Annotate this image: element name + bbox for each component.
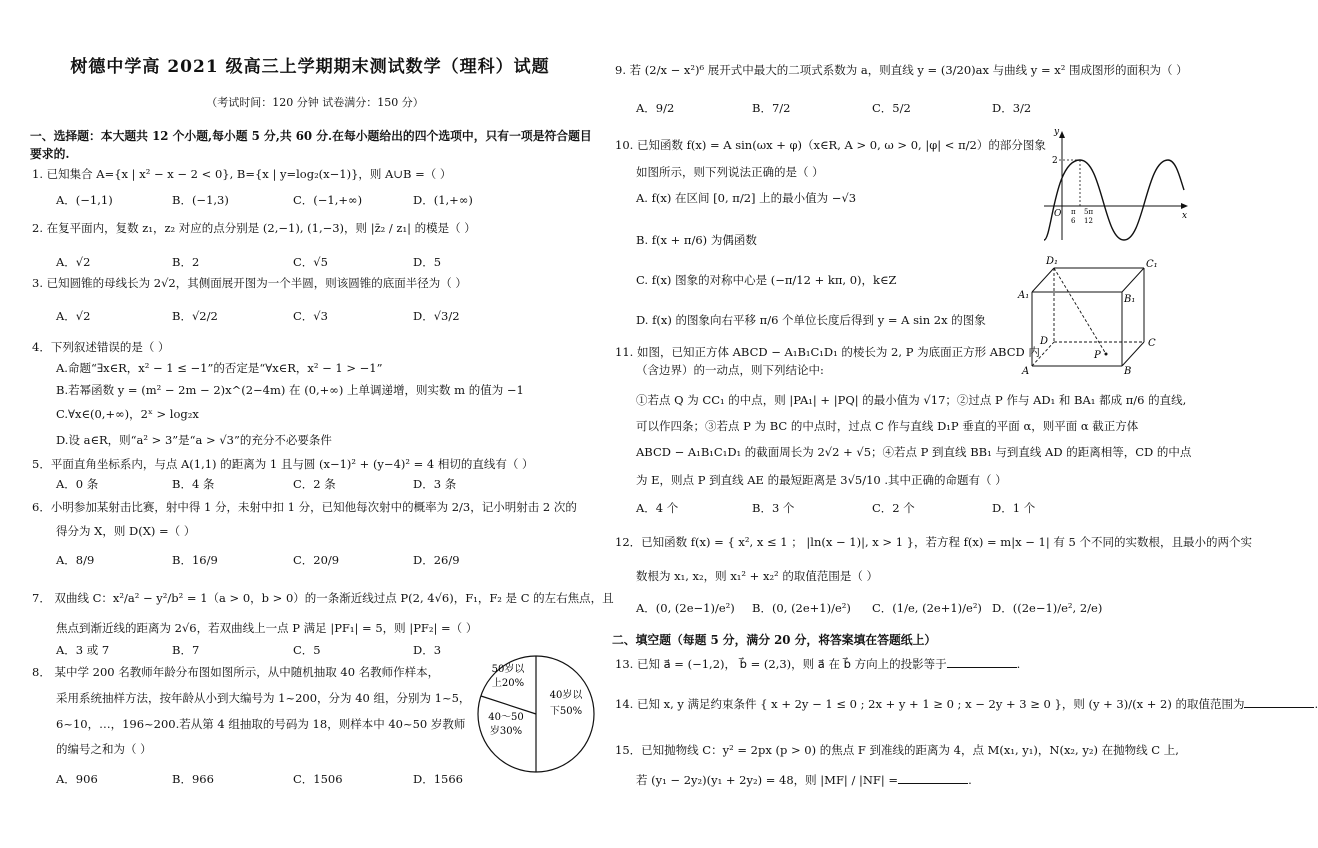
cube-label-p: P <box>1094 350 1101 361</box>
q12-option-d: D．((2e−1)/e², 2/e) <box>992 601 1103 615</box>
q5-option-a: A．0 条 <box>56 477 99 491</box>
q2-stem: 2. 在复平面内，复数 z₁，z₂ 对应的点分别是 (2,−1), (1,−3)，则 |z̄₂ / z₁| 的模是（ ） <box>32 221 476 235</box>
section1-heading: 一、选择题：本大题共 12 个小题,每小题 5 分,共 60 分.在每小题给出的四个选项中，只有一项是符合题目 <box>30 129 592 143</box>
q9-option-c: C．5/2 <box>872 101 911 115</box>
q13-answer-blank <box>947 657 1017 668</box>
age-pie-chart <box>474 652 598 776</box>
q12-stem: 12．已知函数 f(x) = { x², x ≤ 1 ； |ln(x − 1)|, x > 1 }，若方程 f(x) = m|x − 1| 有 5 个不同的实数根，且最小的两个实 <box>615 535 1252 549</box>
q6-stem-cont: 得分为 X，则 D(X) =（ ） <box>56 524 196 538</box>
q11-stem-l6: 为 E，则点 P 到直线 AE 的最短距离是 3√5/10 .其中正确的命题有（ ） <box>636 473 1007 487</box>
q8-stem-l4: 的编号之和为（ ） <box>56 742 152 756</box>
q9-option-a: A．9/2 <box>636 101 675 115</box>
q10-option-b: B. f(x + π/6) 为偶函数 <box>636 233 757 247</box>
cube-label-d: D <box>1040 336 1049 347</box>
q4-option-b: B.若幂函数 y = (m² − 2m − 2)x^(2−4m) 在 (0,+∞) 上单调递增，则实数 m 的值为 −1 <box>56 383 524 397</box>
page-title: 树德中学高 2021 级高三上学期期末测试数学（理科）试题 <box>70 57 550 77</box>
sine-graph <box>1040 128 1190 248</box>
q5-stem: 5．平面直角坐标系内，与点 A(1,1) 的距离为 1 且与圆 (x−1)² + (y−4)² = 4 相切的直线有（ ） <box>32 457 534 471</box>
q15-stem: 15．已知抛物线 C：y² = 2px (p > 0) 的焦点 F 到准线的距离为 4，点 M(x₁, y₁)，N(x₂, y₂) 在抛物线 C 上, <box>615 743 1179 757</box>
pie-label-under40-pct: 下50% <box>549 706 583 717</box>
cube-label-a1: A₁ <box>1018 290 1030 301</box>
q14-text: 14. 已知 x, y 满足约束条件 { x + 2y − 1 ≤ 0 ; 2x + y + 1 ≥ 0 ; x − 2y + 3 ≥ 0 }，则 (y + 3)/(x + 2) 的取值范围为 <box>615 697 1245 711</box>
q2-option-a: A．√2 <box>56 255 91 269</box>
q1-stem: 1. 已知集合 A={x | x² − x − 2 < 0}, B={x | y=log₂(x−1)}，则 A∪B =（ ） <box>32 167 452 181</box>
q7-stem-cont: 焦点到渐近线的距离为 2√6，若双曲线上一点 P 满足 |PF₁| = 5，则 |PF₂| =（ ） <box>56 621 478 635</box>
q6-option-b: B．16/9 <box>172 553 218 567</box>
q12-option-a: A．(0, (2e−1)/e²) <box>636 601 735 615</box>
cube-label-d1: D₁ <box>1046 256 1059 267</box>
q5-option-b: B．4 条 <box>172 477 215 491</box>
q12-option-c: C．(1/e, (2e+1)/e²) <box>872 601 982 615</box>
q11-option-a: A．4 个 <box>636 501 679 515</box>
graph-y-tick-2: 2 <box>1052 156 1058 166</box>
q15-text: 若 (y₁ − 2y₂)(y₁ + 2y₂) = 48，则 |MF| / |NF| = <box>636 773 899 787</box>
q15-stem-l2: 若 (y₁ − 2y₂)(y₁ + 2y₂) = 48，则 |MF| / |NF| = . <box>636 773 972 787</box>
q11-stem-l2: （含边界）的一动点，则下列结论中: <box>636 363 824 377</box>
graph-tick-5pi12: 5π <box>1084 208 1094 216</box>
q3-option-c: C．√3 <box>293 309 328 323</box>
q11-stem-l3: ①若点 Q 为 CC₁ 的中点，则 |PA₁| + |PQ| 的最小值为 √17；②过点 P 作与 AD₁ 和 BA₁ 都成 π/6 的直线, <box>636 393 1187 407</box>
q2-option-d: D．5 <box>413 255 442 269</box>
q8-stem-l3: 6~10，…，196~200.若从第 4 组抽取的号码为 18，则样本中 40~50 岁教师 <box>56 717 466 731</box>
q5-option-d: D．3 条 <box>413 477 457 491</box>
q1-option-d: D．(1,+∞) <box>413 193 473 207</box>
cube-label-b: B <box>1124 366 1132 377</box>
pie-label-40to50-pct: 岁30% <box>489 726 523 737</box>
q3-stem: 3. 已知圆锥的母线长为 2√2，其侧面展开图为一个半圆，则该圆锥的底面半径为（ ） <box>32 276 467 290</box>
q11-stem-l4: 可以作四条；③若点 P 为 BC 的中点时，过点 C 作与直线 D₁P 垂直的平面 α，则平面 α 截正方体 <box>636 419 1139 433</box>
q15-answer-blank <box>898 773 968 784</box>
graph-y-label: y <box>1054 127 1060 137</box>
q6-option-a: A．8/9 <box>56 553 95 567</box>
q4-option-c: C.∀x∈(0,+∞)，2ˣ > log₂x <box>56 407 199 421</box>
graph-tick-pi6: π <box>1071 208 1076 216</box>
graph-tick-5pi12-den: 12 <box>1084 217 1093 225</box>
pie-label-under40: 40岁以 <box>549 690 583 701</box>
q14-stem: 14. 已知 x, y 满足约束条件 { x + 2y − 1 ≤ 0 ; 2x + y + 1 ≥ 0 ; x − 2y + 3 ≥ 0 }，则 (y + 3)/(x + 2) 的取值范围为 . <box>615 697 1318 711</box>
q6-stem: 6．小明参加某射击比赛，射中得 1 分，未射中扣 1 分，已知他每次射中的概率为 2/3，记小明射击 2 次的 <box>32 500 577 514</box>
q8-option-c: C．1506 <box>293 772 343 786</box>
q1-option-b: B．(−1,3) <box>172 193 229 207</box>
q8-stem-l2: 采用系统抽样方法，按年龄从小到大编号为 1~200，分为 40 组，分别为 1~5， <box>56 691 471 705</box>
pie-label-over50: 50岁以 <box>491 664 525 675</box>
q7-option-c: C．5 <box>293 643 321 657</box>
q8-stem: 8． 某中学 200 名教师年龄分布图如图所示，从中随机抽取 40 名教师作样本， <box>32 665 440 679</box>
q10-stem-cont: 如图所示，则下列说法正确的是（ ） <box>636 165 824 179</box>
q13-stem: 13. 已知 a⃗ = (−1,2)， b⃗ = (2,3)，则 a⃗ 在 b⃗ 方向上的投影等于 . <box>615 657 1021 671</box>
q11-option-b: B．3 个 <box>752 501 795 515</box>
q3-option-d: D．√3/2 <box>413 309 460 323</box>
q11-option-c: C．2 个 <box>872 501 915 515</box>
q10-stem: 10. 已知函数 f(x) = A sin(ωx + φ)（x∈R, A > 0, ω > 0, |φ| < π/2）的部分图象 <box>615 138 1046 152</box>
q10-option-c: C. f(x) 图象的对称中心是 (−π/12 + kπ, 0)，k∈Z <box>636 273 897 287</box>
q1-option-a: A．(−1,1) <box>56 193 113 207</box>
q5-option-c: C．2 条 <box>293 477 336 491</box>
q11-stem-l5: ABCD − A₁B₁C₁D₁ 的截面周长为 2√2 + √5；④若点 P 到直线 BB₁ 与到直线 AD 的距离相等，CD 的中点 <box>636 445 1192 459</box>
cube-label-c1: C₁ <box>1146 259 1158 270</box>
pie-label-over50-pct: 上20% <box>491 678 525 689</box>
cube-label-b1: B₁ <box>1124 294 1136 305</box>
q6-option-c: C．20/9 <box>293 553 340 567</box>
q12-option-b: B．(0, (2e+1)/e²) <box>752 601 851 615</box>
cube-label-c: C <box>1148 338 1156 349</box>
graph-x-label: x <box>1182 211 1188 221</box>
q10-option-a: A. f(x) 在区间 [0, π/2] 上的最小值为 −√3 <box>636 191 857 205</box>
q3-option-b: B．√2/2 <box>172 309 218 323</box>
graph-origin: O <box>1054 209 1062 219</box>
q11-option-d: D．1 个 <box>992 501 1036 515</box>
q4-option-d: D.设 a∈R，则“a² > 3”是“a > √3”的充分不必要条件 <box>56 433 332 447</box>
q8-option-d: D．1566 <box>413 772 463 786</box>
q13-text: 13. 已知 a⃗ = (−1,2)， b⃗ = (2,3)，则 a⃗ 在 b⃗ 方向上的投影等于 <box>615 657 947 671</box>
q8-option-a: A．906 <box>56 772 98 786</box>
section1-heading-cont: 要求的. <box>30 147 70 161</box>
q7-stem: 7． 双曲线 C：x²/a² − y²/b² = 1（a > 0，b > 0）的一条渐近线过点 P(2, 4√6)，F₁，F₂ 是 C 的左右焦点，且 <box>32 591 614 605</box>
q11-stem: 11. 如图，已知正方体 ABCD − A₁B₁C₁D₁ 的棱长为 2, P 为底面正方形 ABCD 内 <box>615 345 1040 359</box>
q9-option-b: B．7/2 <box>752 101 791 115</box>
graph-tick-pi6-den: 6 <box>1071 217 1076 225</box>
q14-answer-blank <box>1244 697 1314 708</box>
section2-heading: 二、填空题（每题 5 分，满分 20 分，将答案填在答题纸上） <box>612 633 937 647</box>
q2-option-c: C．√5 <box>293 255 328 269</box>
pie-label-40to50: 40～50 <box>488 712 524 723</box>
q4-option-a: A.命题“∃x∈R，x² − 1 ≤ −1”的否定是“∀x∈R，x² − 1 > −1” <box>56 361 383 375</box>
q3-option-a: A．√2 <box>56 309 91 323</box>
q9-option-d: D．3/2 <box>992 101 1032 115</box>
q4-stem: 4．下列叙述错误的是（ ） <box>32 340 170 354</box>
q2-option-b: B．2 <box>172 255 200 269</box>
q7-option-d: D．3 <box>413 643 442 657</box>
cube-label-a: A <box>1022 366 1030 377</box>
q7-option-a: A．3 或 7 <box>56 643 110 657</box>
q12-stem-l2: 数根为 x₁, x₂，则 x₁² + x₂² 的取值范围是（ ） <box>636 569 878 583</box>
q7-option-b: B．7 <box>172 643 200 657</box>
exam-info: （考试时间：120 分钟 试卷满分：150 分） <box>206 96 424 109</box>
q8-option-b: B．966 <box>172 772 214 786</box>
q9-stem: 9. 若 (2/x − x²)⁶ 展开式中最大的二项式系数为 a，则直线 y = (3/20)ax 与曲线 y = x² 围成图形的面积为（ ） <box>615 63 1188 77</box>
q10-option-d: D. f(x) 的图象向右平移 π/6 个单位长度后得到 y = A sin 2x 的图象 <box>636 313 986 327</box>
q6-option-d: D．26/9 <box>413 553 460 567</box>
q1-option-c: C．(−1,+∞) <box>293 193 363 207</box>
